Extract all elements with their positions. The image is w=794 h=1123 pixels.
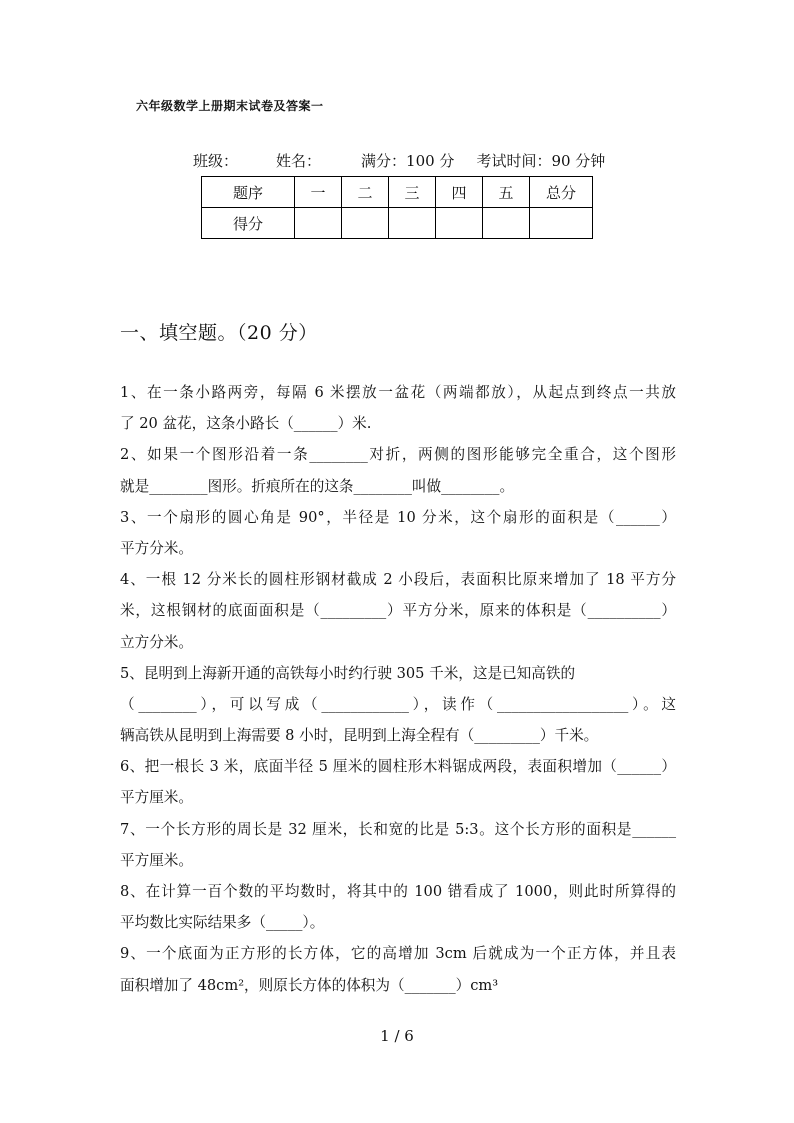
row-label-score: 得分 [202,208,295,239]
question-line: 立方分米。 [120,633,193,651]
score-cell-4[interactable] [436,208,483,239]
name-label: 姓名： [276,152,322,170]
question-line: 9、一个底面为正方形的长方体，它的高增加 3cm 后就成为一个正方体，并且表 [120,945,676,963]
question-line: 了 20 盆花，这条小路长（______）米. [120,415,372,433]
question-list [120,377,676,1001]
question-line: 5、昆明到上海新开通的高铁每小时约行驶 305 千米，这是已知高铁的 [120,664,576,682]
question-line: （________），可以写成（____________），读作（__________________）。这 [120,695,676,713]
question-line: 辆高铁从昆明到上海需要 8 小时，昆明到上海全程有（_________）千米。 [120,727,599,745]
score-cell-total[interactable] [530,208,593,239]
score-cell-2[interactable] [342,208,389,239]
page-number: 1 / 6 [380,1027,414,1045]
question-line: 面积增加了 48cm²，则原长方体的体积为（_______）cm³ [120,976,499,994]
score-cell-3[interactable] [389,208,436,239]
score-cell-5[interactable] [483,208,530,239]
full-score-label: 满分：100 分 [361,152,455,170]
question-line: 平方厘米。 [120,851,193,869]
question-line: 4、一根 12 分米长的圆柱形钢材截成 2 小段后，表面积比原来增加了 18 平方分 [120,571,676,589]
class-label: 班级： [193,152,239,170]
question-line: 米，这根钢材的底面面积是（_________）平方分米，原来的体积是（__________） [120,602,676,620]
question-line: 2、如果一个图形沿着一条________对折，两侧的图形能够完全重合，这个图形 [120,446,676,464]
question-line: 1、在一条小路两旁，每隔 6 米摆放一盆花（两端都放），从起点到终点一共放 [120,384,676,401]
score-table-header-row [202,177,593,208]
header-cell-3: 三 [389,177,436,208]
exam-info-line [193,150,605,171]
exam-time-label: 考试时间：90 分钟 [476,152,606,170]
question-line: 8、在计算一百个数的平均数时，将其中的 100 错看成了 1000，则此时所算得的 [120,883,676,900]
question-line: 7、一个长方形的周长是 32 厘米，长和宽的比是 5:3。这个长方形的面积是______ [120,820,676,838]
header-cell-2: 二 [342,177,389,208]
question-line: 平方分米。 [120,539,193,557]
score-table [201,176,593,239]
header-cell-question-order: 题序 [202,177,295,208]
document-title: 六年级数学上册期末试卷及答案一 [136,99,324,113]
score-cell-1[interactable] [295,208,342,239]
question-line: 平均数比实际结果多（_____）。 [120,914,325,932]
question-line: 就是________图形。折痕所在的这条________叫做________。 [120,477,515,495]
question-line: 6、把一根长 3 米，底面半径 5 厘米的圆柱形木料锯成两段，表面积增加（______） [120,758,676,776]
question-line: 3、一个扇形的圆心角是 90°，半径是 10 分米，这个扇形的面积是（______） [120,508,676,526]
header-cell-4: 四 [436,177,483,208]
header-cell-5: 五 [483,177,530,208]
header-cell-total: 总分 [530,177,593,208]
question-line: 平方厘米。 [120,789,193,807]
score-table-score-row [202,208,593,239]
section-heading-fill-in: 一、填空题。（20 分） [120,322,318,344]
header-cell-1: 一 [295,177,342,208]
